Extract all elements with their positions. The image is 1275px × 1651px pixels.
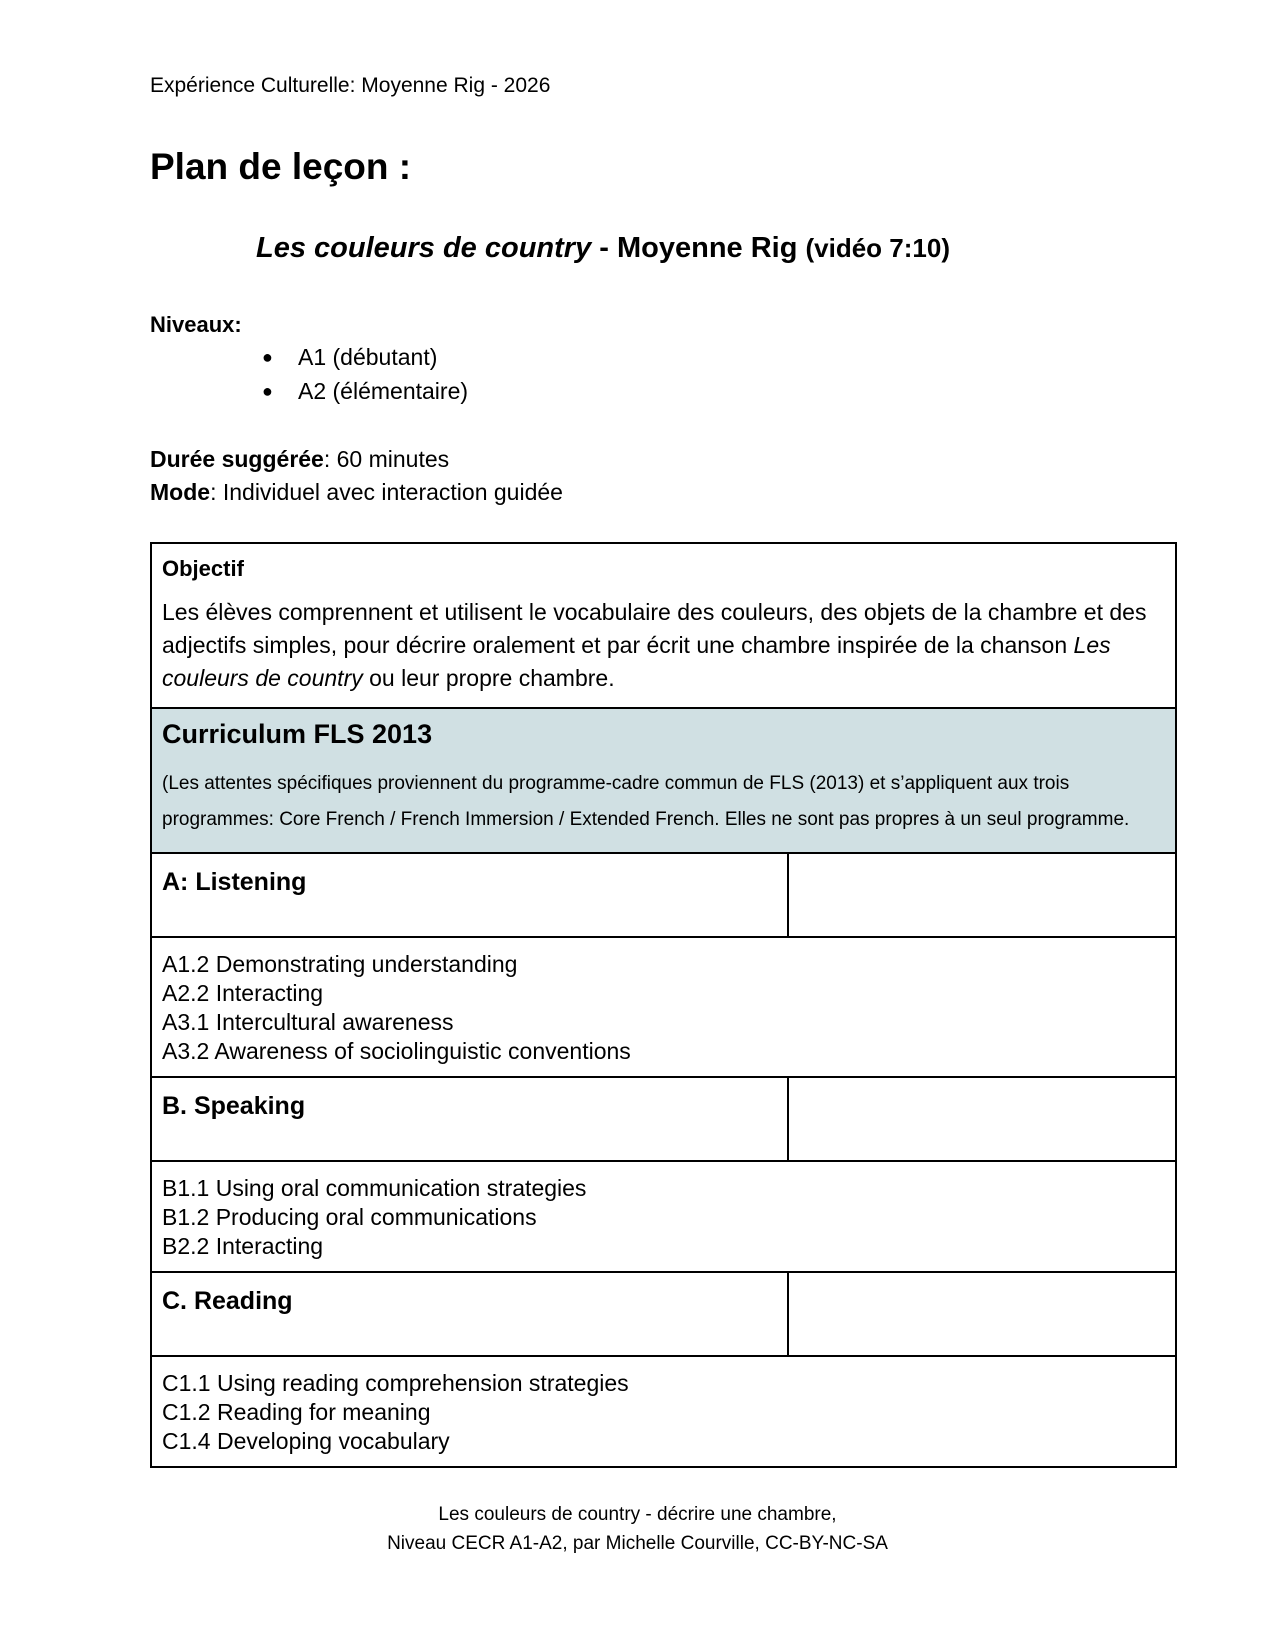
curriculum-row: [151, 708, 1176, 853]
expectation-item: B1.1 Using oral communication strategies: [162, 1175, 587, 1201]
curriculum-note: (Les attentes spécifiques proviennent du programme-cadre commun de FLS (2013) et s’appliquent aux trois programmes: Core French / French Immersion / Extended French. Elles ne sont pas propres à un seul programme.: [162, 773, 1130, 830]
lesson-plan-table: [150, 542, 1177, 1468]
bullet-icon: ●: [262, 347, 273, 367]
expectation-item: A3.1 Intercultural awareness: [162, 1009, 454, 1035]
song-title: Les couleurs de country: [256, 232, 592, 264]
curriculum-title: Curriculum FLS 2013: [162, 719, 433, 749]
document-header: Expérience Culturelle: Moyenne Rig - 2026: [150, 74, 551, 97]
mode-value: : Individuel avec interaction guidée: [210, 479, 563, 505]
expectation-item: B2.2 Interacting: [162, 1233, 324, 1259]
section-items-row: [151, 937, 1176, 1077]
duration-label: Durée suggérée: [150, 446, 324, 472]
artist-name: - Moyenne Rig: [591, 232, 806, 264]
section-title: A: Listening: [151, 853, 788, 937]
section-empty-cell: [788, 1272, 1176, 1356]
mode-label: Mode: [150, 479, 211, 505]
expectation-item: A1.2 Demonstrating understanding: [162, 951, 518, 977]
level-text: A1 (débutant): [298, 344, 438, 370]
objective-cell: [151, 543, 1176, 708]
duration-line: [150, 443, 563, 476]
section-items: [151, 937, 1176, 1077]
objective-song-title: Les couleurs de country: [162, 632, 1111, 691]
level-item: [262, 340, 468, 374]
objective-text-end: ou leur propre chambre.: [362, 665, 615, 691]
expectation-item: B1.2 Producing oral communications: [162, 1204, 537, 1230]
expectation-item: C1.2 Reading for meaning: [162, 1399, 431, 1425]
levels-label: Niveaux:: [150, 312, 242, 337]
footer-line-1: Les couleurs de country - décrire une chambre,: [438, 1504, 837, 1525]
section-title: C. Reading: [151, 1272, 788, 1356]
section-items-row: [151, 1161, 1176, 1272]
section-items-row: [151, 1356, 1176, 1467]
section-empty-cell: [788, 1077, 1176, 1161]
level-item: [262, 374, 468, 408]
expectation-item: A3.2 Awareness of sociolinguistic conventions: [162, 1038, 631, 1064]
level-text: A2 (élémentaire): [298, 378, 469, 404]
section-title: B. Speaking: [151, 1077, 788, 1161]
objective-heading: Objectif: [162, 556, 244, 581]
mode-line: [150, 476, 563, 509]
expectation-item: C1.4 Developing vocabulary: [162, 1428, 450, 1454]
objective-text-main: Les élèves comprennent et utilisent le vocabulaire des couleurs, des objets de la chambre et des adjectifs simples, pour décrire oralement et par écrit une chambre inspirée de la chanson: [162, 599, 1147, 658]
video-duration: (vidéo 7:10): [805, 233, 950, 263]
levels-list: [262, 340, 468, 408]
section-items: [151, 1356, 1176, 1467]
objective-row: [151, 543, 1176, 708]
section-header-row: [151, 1272, 1176, 1356]
section-header-row: [151, 1077, 1176, 1161]
section-empty-cell: [788, 853, 1176, 937]
lesson-subtitle: [256, 232, 950, 265]
page-title: Plan de leçon :: [150, 146, 412, 187]
section-items: [151, 1161, 1176, 1272]
lesson-meta: [150, 443, 563, 509]
bullet-icon: ●: [262, 381, 273, 401]
duration-value: : 60 minutes: [323, 446, 450, 472]
footer-line-2: Niveau CECR A1-A2, par Michelle Courville, CC-BY-NC-SA: [387, 1533, 888, 1554]
expectation-item: A2.2 Interacting: [162, 980, 324, 1006]
objective-text: [162, 596, 1165, 695]
document-footer: [0, 1500, 1275, 1558]
expectation-item: C1.1 Using reading comprehension strategies: [162, 1370, 629, 1396]
section-header-row: [151, 853, 1176, 937]
curriculum-cell: [151, 708, 1176, 853]
